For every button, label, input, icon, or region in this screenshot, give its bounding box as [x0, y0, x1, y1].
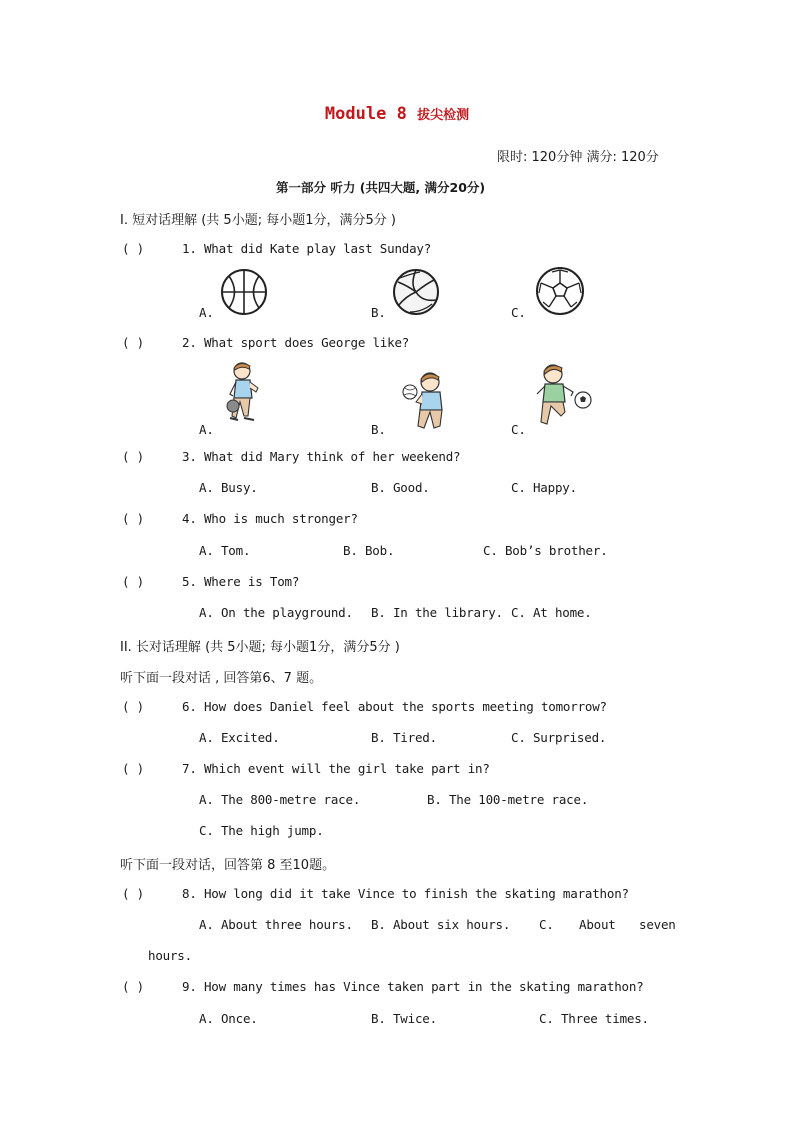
part-one-heading: 第一部分 听力 (共四大题, 满分20分)	[276, 180, 486, 195]
q2-option-a[interactable]: A.	[199, 422, 214, 437]
q8-option-c-word1: About	[579, 917, 616, 932]
section2-heading: II. 长对话理解 (共 5小题; 每小题1分，满分5分 )	[120, 640, 400, 655]
q5-option-c[interactable]: C. At home.	[511, 605, 592, 620]
q1-bracket[interactable]: ( )	[122, 241, 144, 256]
q9-option-c[interactable]: C. Three times.	[539, 1011, 649, 1026]
q3-text: 3. What did Mary think of her weekend?	[182, 449, 461, 464]
q7-bracket[interactable]: ( )	[122, 761, 144, 776]
q9-text: 9. How many times has Vince taken part in the skating marathon?	[182, 979, 644, 994]
boy-basketball-icon	[222, 360, 268, 432]
q5-option-b[interactable]: B. In the library.	[371, 605, 503, 620]
q3-option-c[interactable]: C. Happy.	[511, 480, 577, 495]
q4-option-a[interactable]: A. Tom.	[199, 543, 251, 558]
q2-option-c[interactable]: C.	[511, 422, 526, 437]
q8-bracket[interactable]: ( )	[122, 886, 144, 901]
q6-bracket[interactable]: ( )	[122, 699, 144, 714]
q9-option-b[interactable]: B. Twice.	[371, 1011, 437, 1026]
q7-option-c[interactable]: C. The high jump.	[199, 823, 324, 838]
boy-volleyball-icon	[400, 370, 450, 432]
q4-option-c[interactable]: C. Bob’s brother.	[483, 543, 608, 558]
q9-bracket[interactable]: ( )	[122, 979, 144, 994]
q2-option-b[interactable]: B.	[371, 422, 386, 437]
dialog-b-instruction: 听下面一段对话，回答第 8 至10题。	[120, 858, 336, 873]
q1-option-c[interactable]: C.	[511, 305, 526, 320]
q4-bracket[interactable]: ( )	[122, 511, 144, 526]
q3-option-b[interactable]: B. Good.	[371, 480, 430, 495]
q4-option-b[interactable]: B. Bob.	[343, 543, 395, 558]
q5-text: 5. Where is Tom?	[182, 574, 300, 589]
q8-option-c-word3: hours.	[148, 948, 192, 963]
q2-text: 2. What sport does George like?	[182, 335, 410, 350]
q8-option-b[interactable]: B. About six hours.	[371, 917, 511, 932]
q1-option-a[interactable]: A.	[199, 305, 214, 320]
time-limit: 限时: 120分钟 满分: 120分	[497, 150, 659, 165]
q2-bracket[interactable]: ( )	[122, 335, 144, 350]
basketball-icon	[220, 268, 268, 316]
volleyball-icon	[392, 268, 440, 316]
page-title	[0, 104, 794, 124]
title-en: Module 8	[324, 104, 407, 124]
q7-option-b[interactable]: B. The 100-metre race.	[427, 792, 589, 807]
q6-option-b[interactable]: B. Tired.	[371, 730, 437, 745]
q3-option-a[interactable]: A. Busy.	[199, 480, 258, 495]
q8-text: 8. How long did it take Vince to finish the skating marathon?	[182, 886, 629, 901]
section1-heading: I. 短对话理解 (共 5小题; 每小题1分，满分5分 )	[120, 213, 396, 228]
q1-text: 1. What did Kate play last Sunday?	[182, 241, 432, 256]
q3-bracket[interactable]: ( )	[122, 449, 144, 464]
q6-option-c[interactable]: C. Surprised.	[511, 730, 607, 745]
soccer-ball-icon	[535, 266, 585, 316]
q8-option-a[interactable]: A. About three hours.	[199, 917, 353, 932]
title-cn: 拔尖检测	[417, 108, 470, 123]
q6-option-a[interactable]: A. Excited.	[199, 730, 280, 745]
q6-text: 6. How does Daniel feel about the sports meeting tomorrow?	[182, 699, 607, 714]
q5-bracket[interactable]: ( )	[122, 574, 144, 589]
q8-option-c-word2: seven	[639, 917, 676, 932]
q4-text: 4. Who is much stronger?	[182, 511, 358, 526]
q1-option-b[interactable]: B.	[371, 305, 386, 320]
q7-text: 7. Which event will the girl take part in?	[182, 761, 490, 776]
q7-option-a[interactable]: A. The 800-metre race.	[199, 792, 361, 807]
q9-option-a[interactable]: A. Once.	[199, 1011, 258, 1026]
boy-soccer-icon	[535, 362, 597, 432]
q5-option-a[interactable]: A. On the playground.	[199, 605, 353, 620]
q8-option-c-label[interactable]: C.	[539, 917, 554, 932]
dialog-a-instruction: 听下面一段对话 , 回答第6、7 题。	[120, 671, 323, 686]
